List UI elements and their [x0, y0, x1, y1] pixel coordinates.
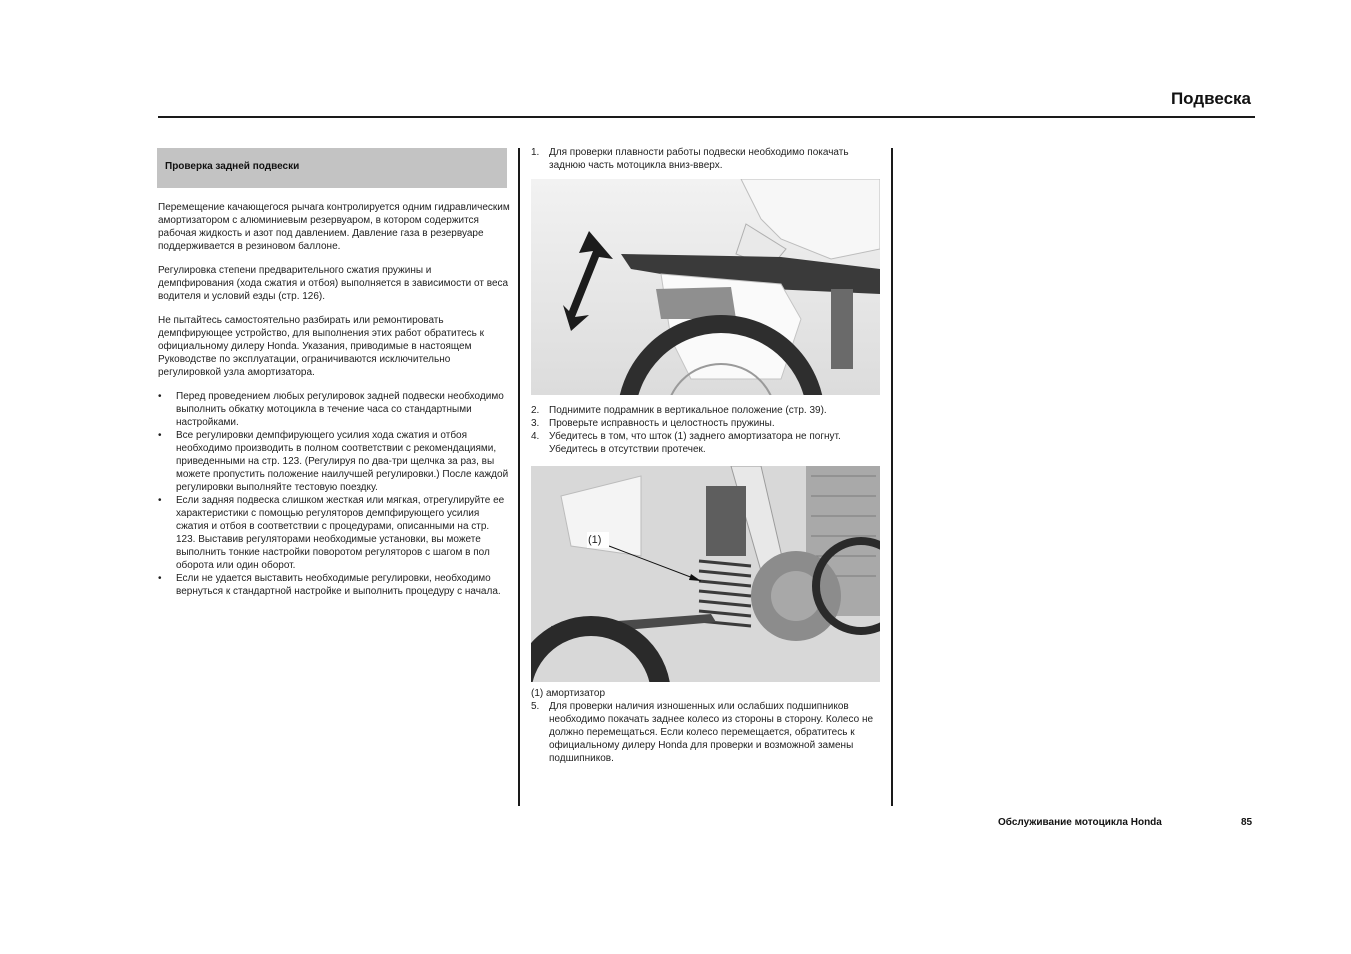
bullet-list: [158, 390, 510, 598]
list-item: • Все регулировки демпфирующего усилия хода сжатия и отбоя необходимо производить в полном соответствии с рекомендациями, приведенными на стр. 123. (Регулируя по два-три щелчка за раз, вы можете пропустить положение наилучшей регулировки.) После каждой регулировки выполняйте тестовую поездку.: [158, 430, 509, 493]
paragraph: Не пытайтесь самостоятельно разбирать или ремонтировать демпфирующее устройство, для выполнения этих работ обратитесь к официальному дилеру Honda. Указания, приводимые в настоящем Руководстве по эксплуатации, ограничиваются исключительно регулировкой узла амортизатора.: [158, 315, 485, 378]
bullet-icon: •: [158, 430, 162, 441]
step-item: 3. Проверьте исправность и целостность пружины.: [531, 418, 775, 429]
step-item: 4. Убедитесь в том, что шток (1) заднего амортизатора не погнут. Убедитесь в отсутствии протечек.: [531, 431, 841, 455]
footer-title: Обслуживание мотоцикла Honda: [998, 817, 1162, 828]
photo-rear-shock: [531, 466, 880, 682]
bullet-icon: •: [158, 391, 162, 402]
bullet-icon: •: [158, 573, 162, 584]
step-item: 2. Поднимите подрамник в вертикальное положение (стр. 39).: [531, 405, 827, 416]
column-divider: [518, 148, 520, 806]
left-column: [158, 201, 510, 598]
section-heading: Проверка задней подвески: [165, 161, 300, 172]
section-heading-box: [157, 148, 507, 188]
figure-caption: (1) амортизатор: [531, 688, 606, 699]
page-title: Подвеска: [1170, 89, 1251, 108]
page-number: 85: [1241, 817, 1253, 828]
list-item: • Перед проведением любых регулировок задней подвески необходимо выполнить обкатку мотоцикла в течение часа со стандартными настройками.: [158, 391, 504, 428]
paragraph: Регулировка степени предварительного сжатия пружины и демпфирования (хода сжатия и отбоя) выполняется в зависимости от веса водителя и условий езды (стр. 126).: [158, 265, 509, 302]
list-item: • Если не удается выставить необходимые регулировки, необходимо вернуться к стандартной настройке и выполнить процедуру с начала.: [158, 573, 501, 597]
photo-bouncing-rear: [531, 179, 880, 395]
step-list: [531, 146, 881, 172]
step-item: 5. Для проверки наличия изношенных или ослабших подшипников необходимо покачать заднее колесо из стороны в сторону. Колесо не должно перемещаться. Если колесо перемещается, обратитесь к официальному дилеру Honda для проверки и возможной замены подшипников.: [531, 701, 874, 764]
header-rule: [158, 116, 1255, 118]
list-item: • Если задняя подвеска слишком жесткая или мягкая, отрегулируйте ее характеристики с помощью регуляторов демпфирующего усилия сжатия и отбоя в соответствии с процедурами, описанными на стр. 123. Выставив регуляторами необходимые установки, вы можете выполнить тонкие настройки поворотом регуляторов с шагом в пол оборота или один оборот.: [158, 495, 505, 571]
step-list: [531, 687, 881, 765]
step-list: [531, 404, 881, 456]
paragraph: Перемещение качающегося рычага контролируется одним гидравлическим амортизатором с алюминиевым резервуаром, в котором содержится рабочая жидкость и азот под давлением. Давление газа в резервуаре поддерживается в резиновом баллоне.: [158, 202, 510, 252]
column-divider: [891, 148, 893, 806]
callout-label: (1): [588, 534, 602, 546]
bullet-icon: •: [158, 495, 162, 506]
step-item: 1. Для проверки плавности работы подвески необходимо покачать заднюю часть мотоцикла вниз-вверх.: [531, 147, 849, 171]
